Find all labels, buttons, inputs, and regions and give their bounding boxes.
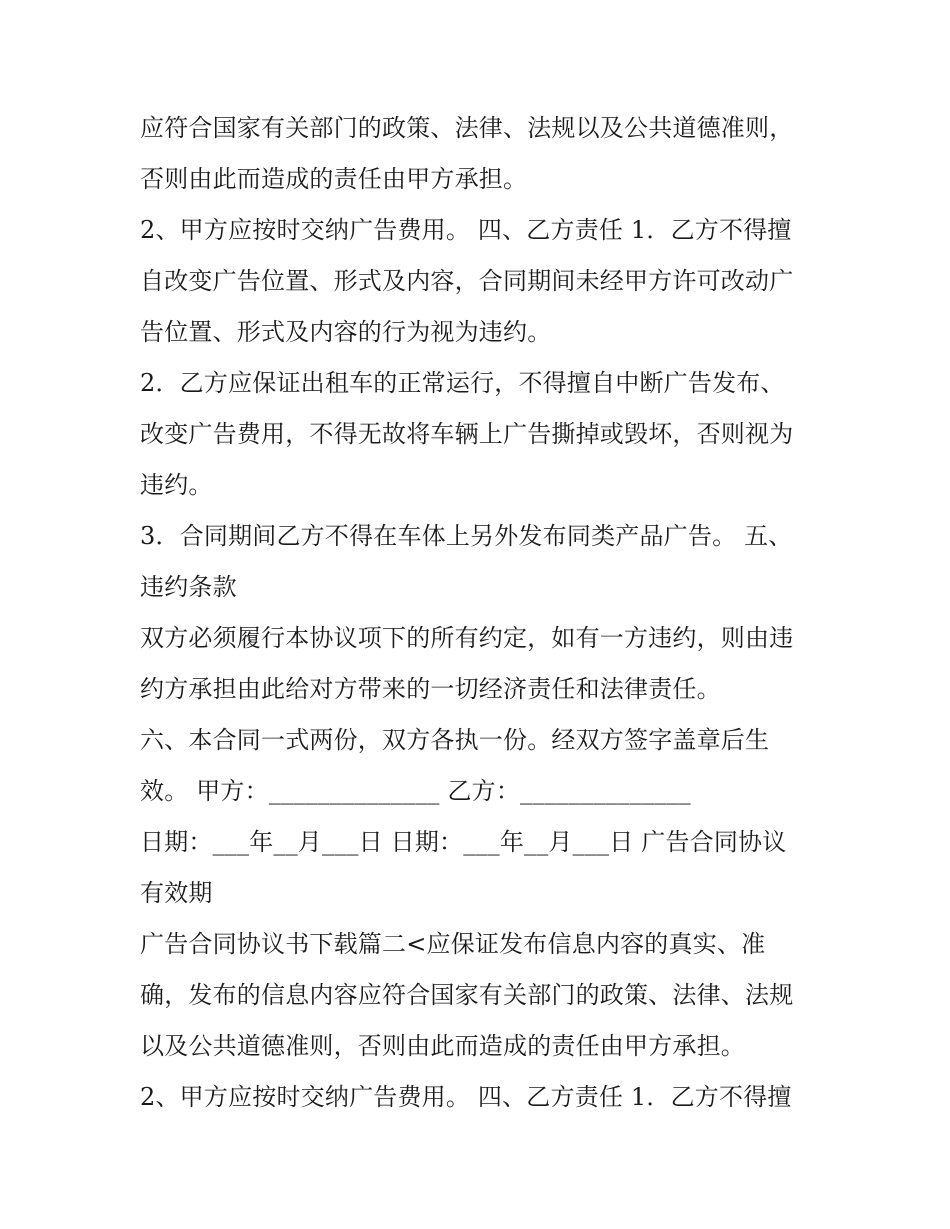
- text-line: 确，发布的信息内容应符合国家有关部门的政策、法律、法规: [140, 981, 794, 1009]
- document-body: [140, 103, 830, 1123]
- text-line: 六、本合同一式两份，双方各执一份。经双方签字盖章后生: [140, 726, 770, 754]
- text-line: 约方承担由此给对方带来的一切经济责任和法律责任。: [140, 675, 721, 703]
- text-line: 3．合同期间乙方不得在车体上另外发布同类产品广告。 五、: [140, 522, 793, 550]
- text-line: 2．乙方应保证出租车的正常运行，不得擅自中断广告发布、: [140, 369, 785, 397]
- text-line: 违约。: [140, 471, 213, 499]
- text-line: 2、甲方应按时交纳广告费用。 四、乙方责任 1．乙方不得擅: [140, 216, 792, 244]
- text-line: 告位置、形式及内容的行为视为违约。: [140, 318, 552, 346]
- text-line: 应符合国家有关部门的政策、法律、法规以及公共道德准则，: [140, 114, 794, 142]
- text-line: 自改变广告位置、形式及内容，合同期间未经甲方许可改动广: [140, 267, 794, 295]
- text-line: 有效期: [140, 879, 213, 907]
- text-line: 双方必须履行本协议项下的所有约定，如有一方违约，则由违: [140, 624, 794, 652]
- text-line: 违约条款: [140, 573, 237, 601]
- text-line: 2、甲方应按时交纳广告费用。 四、乙方责任 1．乙方不得擅: [140, 1083, 792, 1111]
- text-line: 效。 甲方：______________ 乙方：______________: [140, 777, 691, 805]
- text-line: 日期：___年__月___日 日期：___年__月___日 广告合同协议: [140, 828, 787, 856]
- text-line: 否则由此而造成的责任由甲方承担。: [140, 165, 528, 193]
- text-line: 改变广告费用，不得无故将车辆上广告撕掉或毁坏，否则视为: [140, 420, 794, 448]
- text-line: 广告合同协议书下载篇二<应保证发布信息内容的真实、准: [140, 930, 766, 958]
- text-line: 以及公共道德准则，否则由此而造成的责任由甲方承担。: [140, 1032, 745, 1060]
